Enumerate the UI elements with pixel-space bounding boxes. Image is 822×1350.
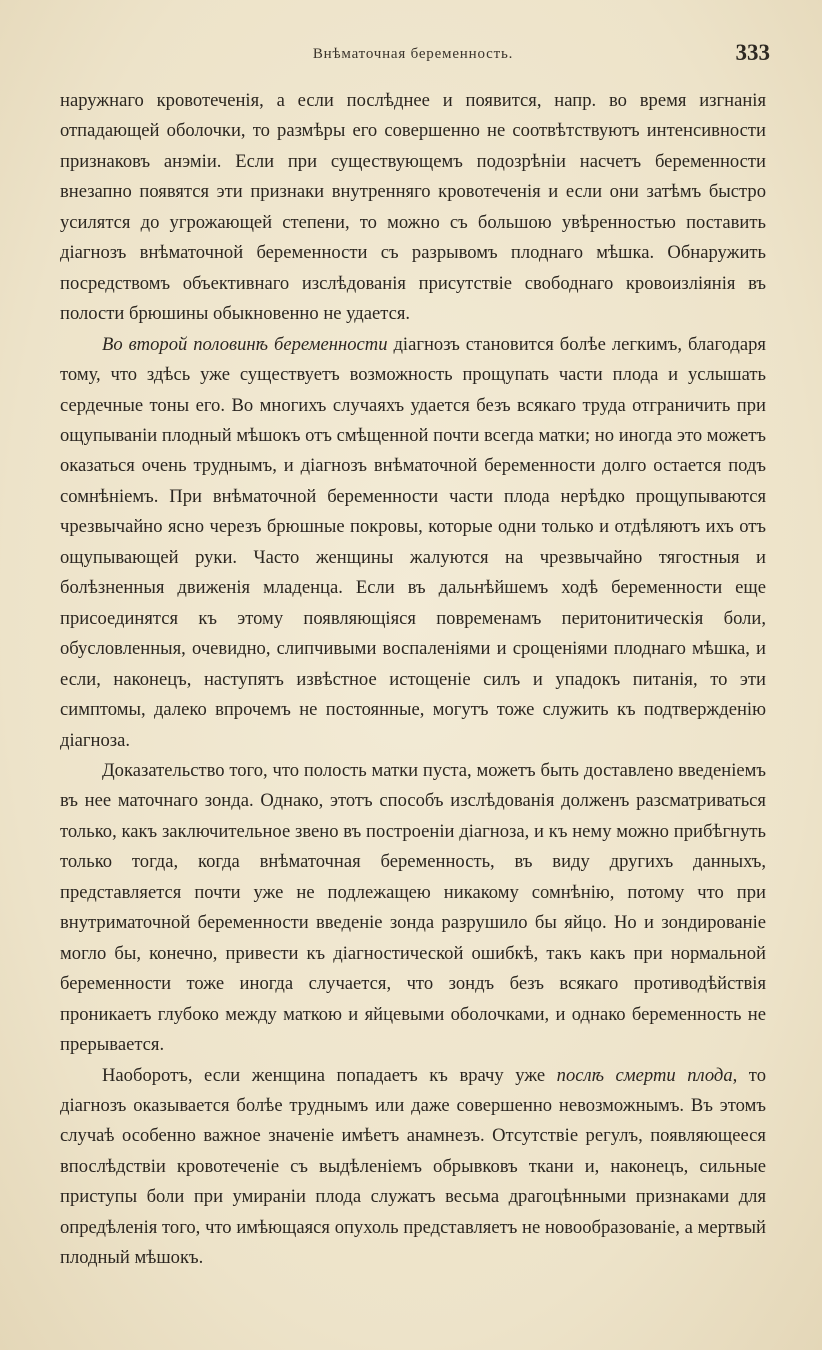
page-number: 333 <box>735 40 770 65</box>
paragraph-1-text: наружнаго кровотеченія, а если послѣднее и появится, напр. во время изгнанія отпадающей оболочки, то размѣры его совершенно не соотвѣтствуютъ интенсивности признаковъ анэміи. Если при существующемъ подозрѣніи насчетъ беременности внезапно появятся эти признаки внутренняго кровотеченія и если они затѣмъ быстро усилятся до угрожающей степени, то можно съ большою увѣренностью поставить діагнозъ внѣматочной беременности съ разрывомъ плоднаго мѣшка. Обнаружить посредствомъ объективнаго изслѣдованія присутствіе свободнаго кровоизліянія въ полости брюшины обыкновенно не удается. <box>60 90 766 325</box>
paragraph-3 <box>60 756 766 1061</box>
paragraph-4-text-rest: , то діагнозъ оказывается болѣе труднымъ или даже совершенно невозможнымъ. Въ этомъ случаѣ особенно важное значеніе имѣетъ анамнезъ. Отсутствіе регулъ, появляющееся впослѣдствіи кровотеченіе съ выдѣленіемъ обрывковъ ткани и, наконецъ, сильные приступы боли при умираніи плода служатъ весьма драгоцѣнными признаками для опредѣленія того, что имѣющаяся опухоль представляетъ не новообразованіе, а мертвый плодный мѣшокъ. <box>60 1064 766 1269</box>
paragraph-2-emphasis: Во второй половинѣ беременности <box>102 333 388 355</box>
page-header <box>60 40 770 74</box>
paragraph-2-text: діагнозъ становится болѣе легкимъ, благодаря тому, что здѣсь уже существуетъ возможность прощупать части плода и услышать сердечные тоны его. Во многихъ случаяхъ удается безъ всякаго труда отграничить при ощупываніи плодный мѣшокъ отъ смѣщенной почти всегда матки; но иногда это можетъ оказаться очень труднымъ, и діагнозъ внѣматочной беременности долго остается подъ сомнѣніемъ. При внѣматочной беременности части плода нерѣдко прощупываются чрезвычайно ясно черезъ брюшные покровы, которые одни только и отдѣляютъ ихъ отъ ощупывающей руки. Часто женщины жалуются на чрезвычайно тягостныя и болѣзненныя движенія младенца. Если въ дальнѣйшемъ ходѣ беременности еще присоединятся къ этому появляющіяся повременамъ перитонитическія боли, обусловленныя, очевидно, слипчивыми воспаленіями и срощеніями плоднаго мѣшка, и если, наконецъ, наступятъ извѣстное истощеніе силъ и упадокъ питанія, то эти симптомы, далеко впрочемъ не постоянные, могутъ тоже служить къ подтвержденію діагноза. <box>60 333 766 751</box>
running-title: Внѣматочная беременность. <box>312 46 514 62</box>
paragraph-4-emphasis: послѣ смерти плода <box>556 1064 733 1086</box>
paragraph-1 <box>60 86 766 330</box>
body-text <box>60 86 766 1274</box>
paragraph-4-text-start: Наоборотъ, если женщина попадаетъ къ врачу уже <box>102 1064 557 1086</box>
paragraph-3-text: Доказательство того, что полость матки пуста, можетъ быть доставлено введеніемъ въ нее маточнаго зонда. Однако, этотъ способъ изслѣдованія долженъ разсматриваться только, какъ заключительное звено въ построеніи діагноза, и къ нему можно прибѣгнуть только тогда, когда внѣматочная беременность, въ виду другихъ данныхъ, представляется почти уже не подлежащею никакому сомнѣнію, потому что при внутриматочной беременности введеніе зонда разрушило бы яйцо. Но и зондированіе могло бы, конечно, привести къ діагностической ошибкѣ, такъ какъ при нормальной беременности тоже иногда случается, что зондъ безъ всякаго противодѣйствія проникаетъ глубоко между маткою и яйцевыми оболочками, и однако беременность не прерывается. <box>60 759 766 1056</box>
paragraph-2 <box>60 330 766 756</box>
paragraph-4 <box>60 1061 766 1274</box>
